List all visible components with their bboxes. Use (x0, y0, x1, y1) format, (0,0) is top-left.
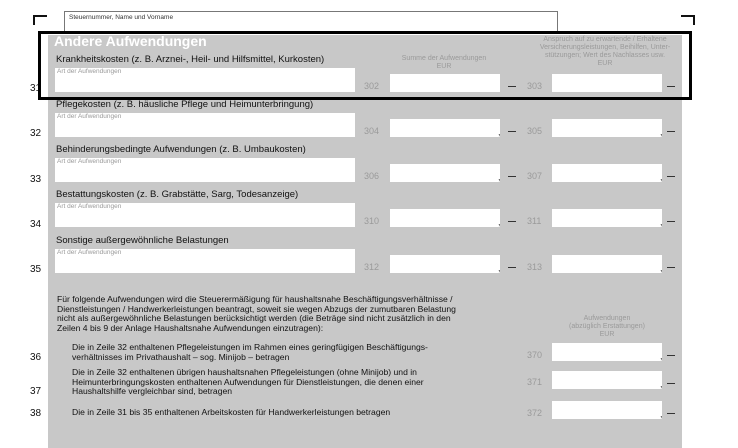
row-31-heading: Krankheitskosten (z. B. Arznei-, Heil- und Hilfsmittel, Kurkosten) (56, 54, 325, 65)
row-37-text-line-1: Die in Zeile 32 enthaltenen übrigen haushaltsnahen Pflegeleistungen (ohne Minijob) und in (72, 367, 417, 377)
row-32-dash-b (667, 131, 675, 132)
column-header-sum-text: Summe der Aufwendungen (401, 55, 487, 62)
intro-line-3: nicht als außergewöhnliche Belastungen berücksichtigt werden (die Beträge sind nicht zusätzlich in den (57, 313, 451, 323)
row-33-code-a: 306 (364, 171, 380, 181)
taxpayer-id-label: Steuernummer, Name und Vorname (69, 14, 174, 21)
row-35-code-a: 312 (364, 262, 380, 272)
row-35-dash-b (667, 267, 675, 268)
column-header-reduced-unit: EUR (599, 331, 615, 338)
row-37-code: 371 (527, 377, 543, 387)
row-34-code-a: 310 (364, 216, 380, 226)
row-37-comma: , (660, 379, 663, 389)
row-38-code: 372 (527, 408, 543, 418)
row-33-heading: Behinderungsbedingte Aufwendungen (z. B. Umbaukosten) (56, 144, 306, 155)
column-header-reduced-l2: (abzüglich Erstattungen) (569, 323, 645, 330)
column-header-refund-l3: stützungen; Wert des Nachlasses usw. (544, 52, 666, 59)
row-31-code-b: 303 (527, 81, 543, 91)
row-32-line-number: 32 (30, 128, 42, 139)
highlight-frame (38, 31, 692, 100)
row-33-comma-a: , (498, 172, 501, 182)
row-32-code-a: 304 (364, 126, 380, 136)
row-37-text (72, 368, 522, 397)
column-header-refund-l2: Versicherungsleistungen, Beihilfen, Unter- (539, 44, 671, 51)
row-34-dash-b (667, 221, 675, 222)
row-38-dash (667, 413, 675, 414)
row-34-amount-field[interactable] (390, 209, 500, 227)
row-35-dash-a (508, 267, 516, 268)
row-38-text (72, 408, 522, 418)
row-34-heading: Bestattungskosten (z. B. Grabstätte, Sarg, Todesanzeige) (56, 189, 299, 200)
row-37-text-line-3: Haushaltshilfe vergleichbar sind, betragen (72, 386, 233, 396)
intro-line-4: Zeilen 4 bis 9 der Anlage Haushaltsnahe Aufwendungen einzutragen): (57, 322, 324, 333)
row-36-amount-field[interactable] (552, 343, 662, 361)
row-36-text-line-1: Die in Zeile 32 enthaltenen Pflegeleistungen im Rahmen eines geringfügigen Beschäftigungs- (72, 342, 428, 352)
row-32-heading: Pflegekosten (z. B. häusliche Pflege und Heimunterbringung) (56, 99, 314, 110)
row-34-comma-b: , (660, 217, 663, 227)
corner-mark-left-vertical (33, 15, 35, 25)
row-36-code: 370 (527, 350, 543, 360)
row-38-text-line-1: Die in Zeile 31 bis 35 enthaltenen Arbeitskosten für Handwerkerleistungen betragen (72, 407, 391, 417)
row-37-line-number: 37 (30, 386, 42, 397)
row-33-refund-field[interactable] (552, 164, 662, 182)
row-36-text (72, 343, 522, 362)
row-31-line-number: 31 (30, 83, 42, 94)
row-35-code-b: 313 (527, 262, 543, 272)
intro-line-1: Für folgende Aufwendungen wird die Steuerermäßigung für haushaltsnahe Beschäftigungsverhältnisse / (57, 294, 453, 304)
row-32-dash-a (508, 131, 516, 132)
row-36-dash (667, 355, 675, 356)
intro-paragraph (57, 295, 557, 333)
row-36-text-line-2: verhältnisses im Privathaushalt – sog. Minijob – betragen (72, 351, 290, 362)
row-38-line-number: 38 (30, 408, 42, 419)
row-34-refund-field[interactable] (552, 209, 662, 227)
row-32-comma-a: , (498, 127, 501, 137)
row-35-comma-b: , (660, 263, 663, 273)
row-34-code-b: 311 (527, 216, 542, 226)
section-title: Andere Aufwendungen (54, 33, 207, 49)
row-34-dash-a (508, 221, 516, 222)
row-33-dash-b (667, 176, 675, 177)
row-37-amount-field[interactable] (552, 371, 662, 389)
taxpayer-id-field[interactable] (64, 11, 558, 32)
corner-mark-left (33, 15, 47, 17)
row-35-comma-a: , (498, 263, 501, 273)
row-31-type-sublabel: Art der Aufwendungen (57, 68, 122, 75)
column-header-reduced-l1: Aufwendungen (583, 315, 631, 322)
corner-mark-right-vertical (693, 15, 695, 25)
row-37-dash (667, 383, 675, 384)
row-38-amount-field[interactable] (552, 401, 662, 419)
row-33-dash-a (508, 176, 516, 177)
column-header-reduced (552, 315, 662, 339)
row-35-heading: Sonstige außergewöhnliche Belastungen (56, 235, 229, 246)
row-35-type-sublabel: Art der Aufwendungen (57, 249, 122, 256)
row-38-comma: , (660, 409, 663, 419)
row-32-comma-b: , (660, 127, 663, 137)
row-35-refund-field[interactable] (552, 255, 662, 273)
row-34-type-sublabel: Art der Aufwendungen (57, 203, 122, 210)
row-34-comma-a: , (498, 217, 501, 227)
row-36-line-number: 36 (30, 352, 42, 363)
row-33-line-number: 33 (30, 174, 42, 185)
row-34-line-number: 34 (30, 219, 42, 230)
row-35-line-number: 35 (30, 264, 42, 275)
row-37-text-line-2: Heimunterbringungskosten enthaltenen Aufwendungen für Dienstleistungen, die denen einer (72, 376, 424, 387)
row-32-refund-field[interactable] (552, 119, 662, 137)
row-33-comma-b: , (660, 172, 663, 182)
row-33-type-sublabel: Art der Aufwendungen (57, 158, 122, 165)
row-32-amount-field[interactable] (390, 119, 500, 137)
intro-line-2: Dienstleistungen / Handwerkerleistungen beantragt, soweit sie wegen Abzugs der zumutbaren Belastung (57, 303, 456, 314)
row-33-amount-field[interactable] (390, 164, 500, 182)
column-header-refund-unit: EUR (597, 60, 613, 67)
row-36-comma: , (660, 351, 663, 361)
row-31-code-a: 302 (364, 81, 380, 91)
row-35-amount-field[interactable] (390, 255, 500, 273)
row-33-code-b: 307 (527, 171, 543, 181)
column-header-sum-unit: EUR (436, 63, 452, 70)
row-32-code-b: 305 (527, 126, 543, 136)
column-header-refund-l1: Anspruch auf zu erwartende / Erhaltene (543, 36, 667, 43)
row-32-type-sublabel: Art der Aufwendungen (57, 113, 122, 120)
